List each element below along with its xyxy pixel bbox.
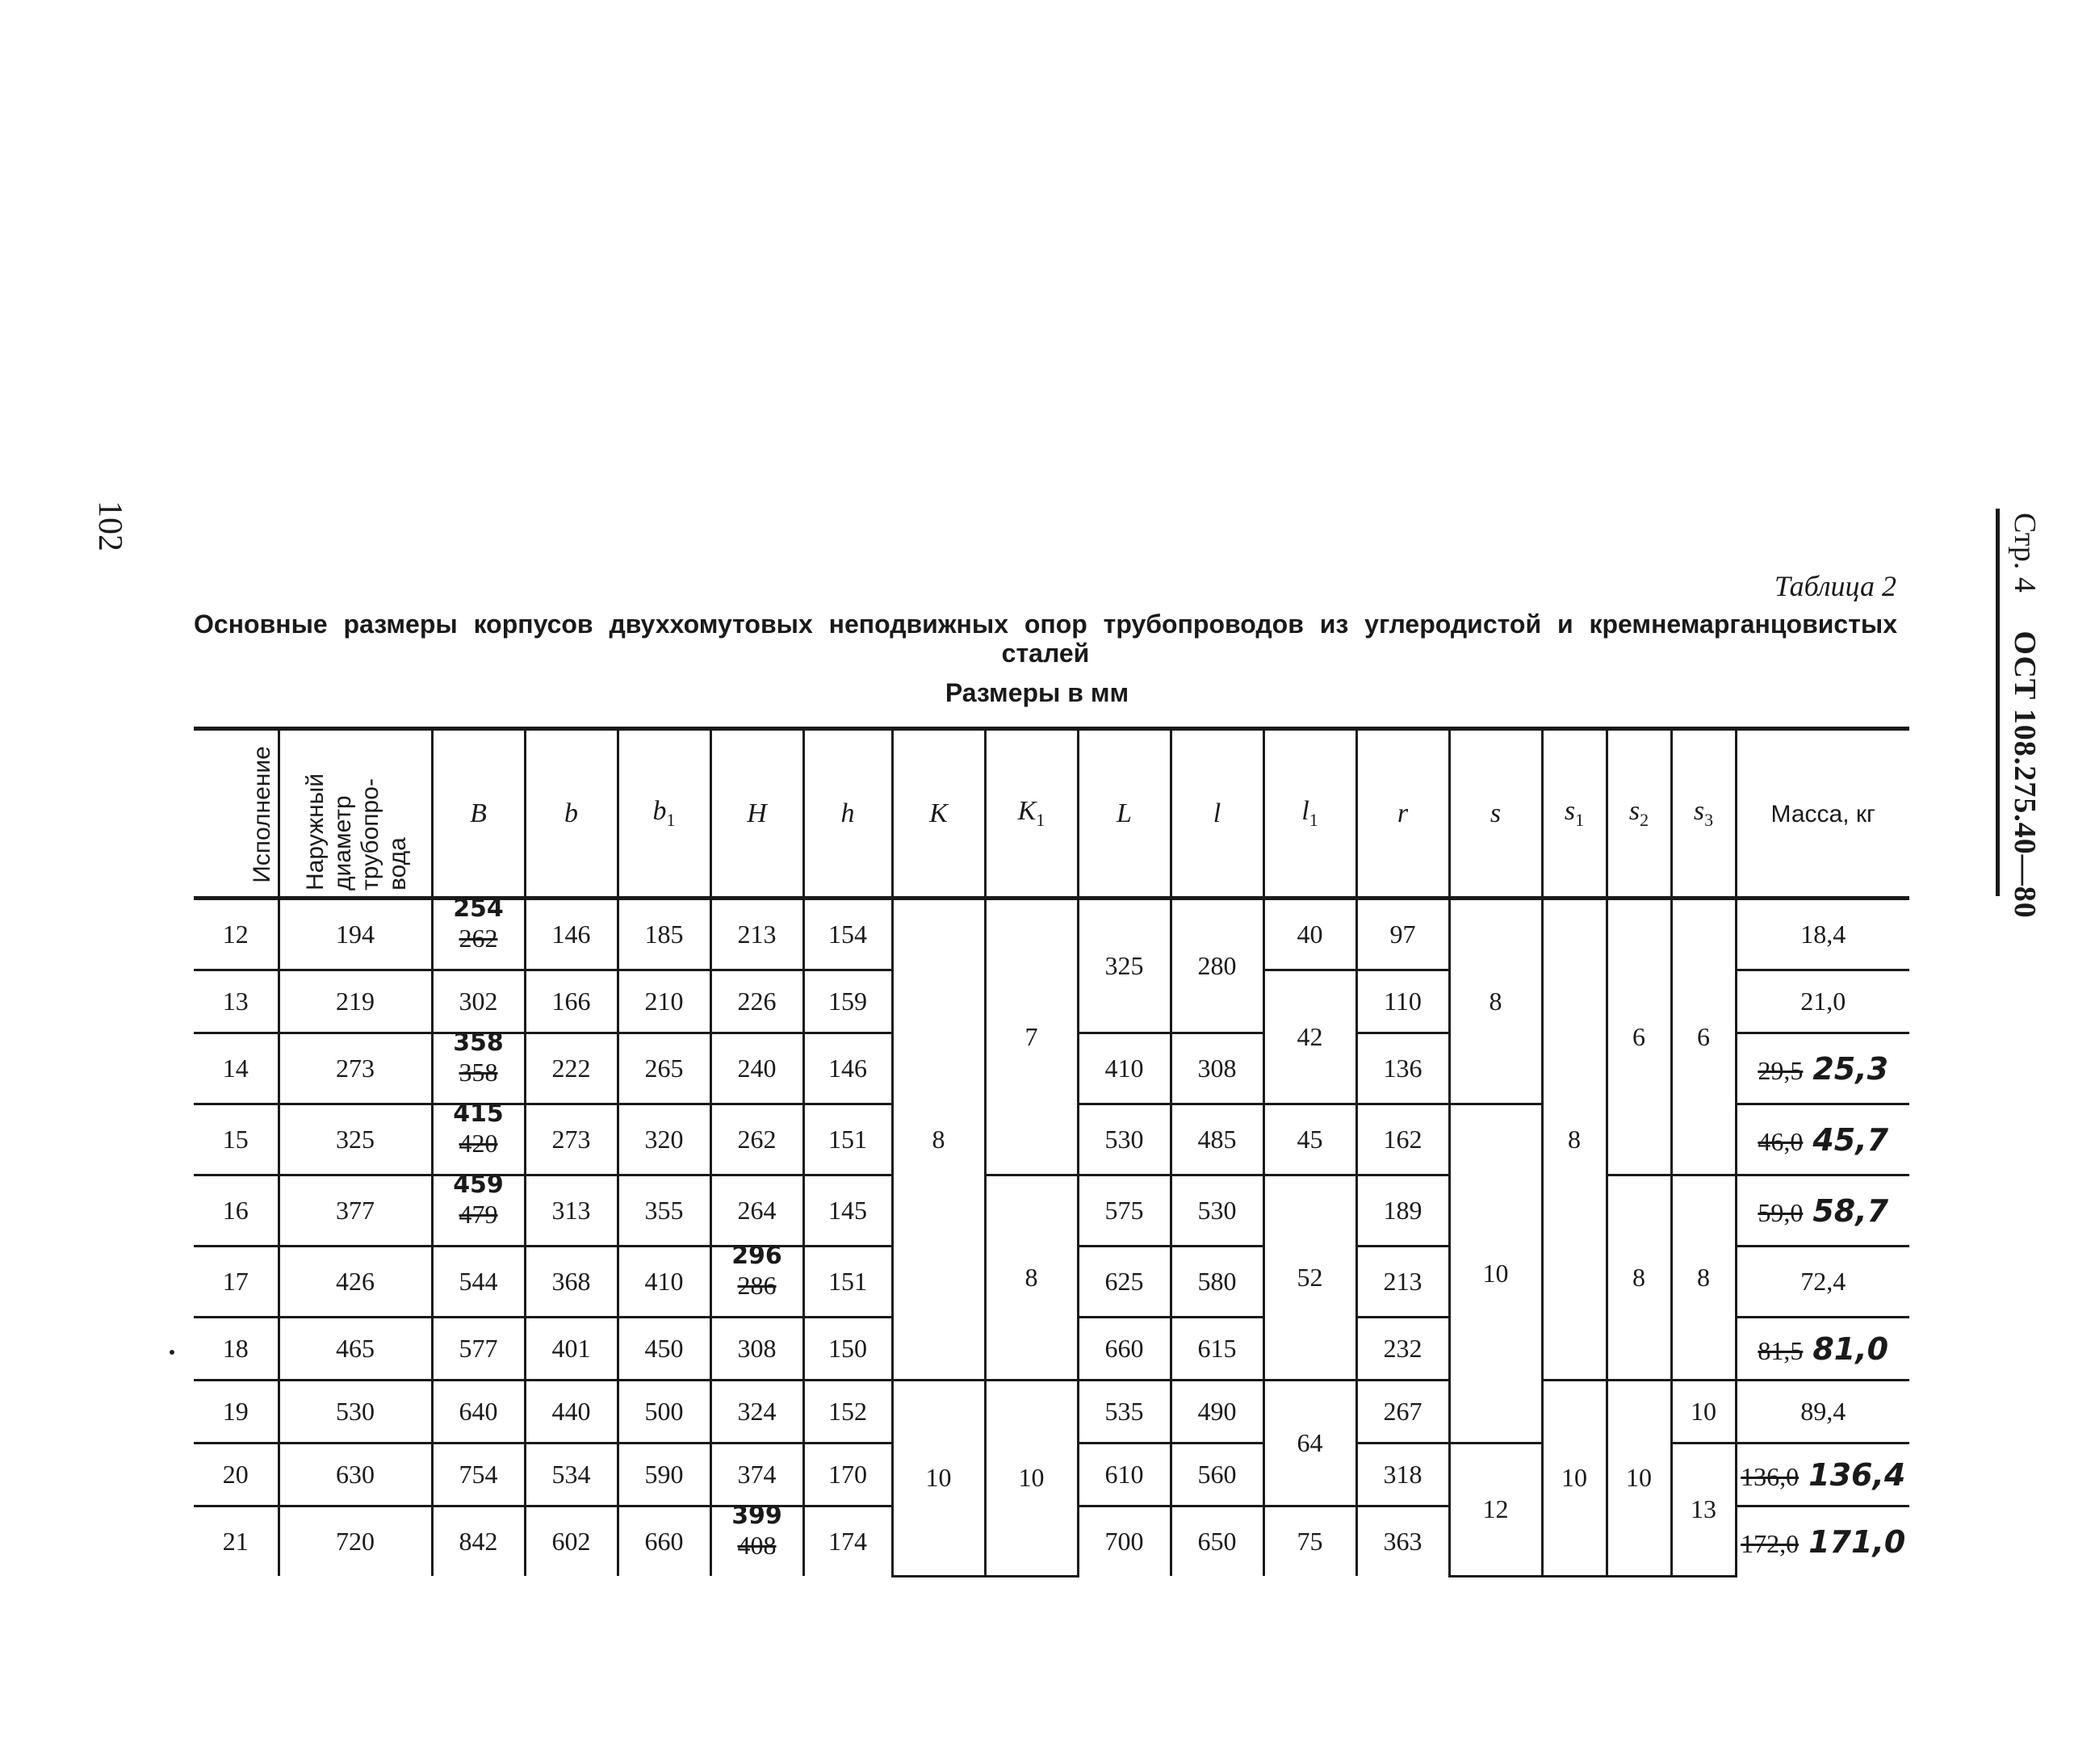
cell-b: 602 [525, 1506, 618, 1577]
cell-r: 162 [1356, 1104, 1449, 1175]
cell-r: 189 [1356, 1175, 1449, 1247]
cell-s-merged: 10 [1449, 1104, 1542, 1443]
cell-s1-merged: 10 [1542, 1381, 1607, 1577]
cell-B: 577 [432, 1318, 525, 1381]
cell-L: 410 [1078, 1033, 1171, 1104]
cell-s2-merged: 10 [1607, 1381, 1671, 1577]
header-execution [194, 729, 279, 899]
cell-H: 213 [710, 899, 803, 970]
header-b1-label: $b_1$ [652, 796, 676, 830]
header-H [710, 729, 803, 899]
cell-b1: 320 [618, 1104, 710, 1175]
header-L [1078, 729, 1171, 899]
cell-h: 174 [803, 1506, 892, 1577]
cell-H: 226 [710, 970, 803, 1033]
header-s-label: s [1490, 798, 1502, 828]
cell-diameter: 630 [279, 1443, 432, 1506]
cell-mass: 89,4 [1736, 1381, 1909, 1443]
cell-l1-merged: 64 [1263, 1381, 1356, 1506]
struck-mass: 46,0 [1758, 1126, 1804, 1156]
cell-r: 213 [1356, 1247, 1449, 1318]
header-diameter-label [302, 737, 412, 890]
cell-diameter: 194 [279, 899, 432, 970]
header-s2-label: $s_2$ [1628, 796, 1649, 830]
table-row [194, 1381, 1909, 1443]
handwritten-mass: 136,4 [1808, 1456, 1906, 1493]
cell-B [432, 1033, 525, 1104]
cell-b1: 185 [618, 899, 710, 970]
cell-b: 368 [525, 1247, 618, 1318]
cell-diameter: 325 [279, 1104, 432, 1175]
cell-diameter: 426 [279, 1247, 432, 1318]
header-mass [1736, 729, 1909, 899]
correction-B: 254 [453, 898, 504, 923]
cell-l-merged: 280 [1171, 899, 1263, 1033]
correction-H: 399 [731, 1506, 782, 1530]
header-b [525, 729, 618, 899]
header-h [803, 729, 892, 899]
handwritten-mass: 81,0 [1812, 1330, 1889, 1367]
cell-L-merged: 325 [1078, 899, 1171, 1033]
cell-l1-merged: 42 [1263, 970, 1356, 1104]
cell-diameter: 377 [279, 1175, 432, 1247]
cell-execution: 16 [194, 1175, 279, 1247]
caption-line-2: сталей [1001, 639, 1090, 668]
correction-B: 415 [453, 1104, 504, 1128]
cell-l: 560 [1171, 1443, 1263, 1506]
cell-B [432, 1175, 525, 1247]
header-l-label: l [1213, 798, 1221, 828]
handwritten-mass: 171,0 [1808, 1523, 1906, 1560]
cell-H [710, 1247, 803, 1318]
cell-execution: 14 [194, 1033, 279, 1104]
struck-B: 262 [459, 924, 498, 953]
side-page-label: Стр. 4 [2008, 513, 2042, 593]
cell-s3-merged: 6 [1671, 899, 1736, 1175]
header-l1 [1263, 729, 1356, 899]
cell-K-merged: 10 [892, 1381, 985, 1577]
cell-l: 485 [1171, 1104, 1263, 1175]
struck-B: 479 [459, 1200, 498, 1229]
cell-execution: 13 [194, 970, 279, 1033]
cell-h: 146 [803, 1033, 892, 1104]
cell-r: 97 [1356, 899, 1449, 970]
header-K-label: K [929, 798, 948, 828]
struck-mass: 59,0 [1758, 1197, 1804, 1227]
cell-b: 534 [525, 1443, 618, 1506]
cell-b1: 355 [618, 1175, 710, 1247]
cell-L: 625 [1078, 1247, 1171, 1318]
cell-l: 580 [1171, 1247, 1263, 1318]
cell-b: 440 [525, 1381, 618, 1443]
cell-s1-merged: 8 [1542, 899, 1607, 1381]
header-K1 [985, 729, 1078, 899]
cell-h: 152 [803, 1381, 892, 1443]
cell-l: 530 [1171, 1175, 1263, 1247]
header-b1 [618, 729, 710, 899]
header-diameter-line-4: вода [383, 836, 411, 890]
cell-r: 232 [1356, 1318, 1449, 1381]
struck-mass: 29,5 [1758, 1055, 1804, 1085]
cell-b1: 450 [618, 1318, 710, 1381]
cell-mass [1736, 1033, 1909, 1104]
cell-b1: 500 [618, 1381, 710, 1443]
cell-b: 166 [525, 970, 618, 1033]
cell-execution: 15 [194, 1104, 279, 1175]
correction-B: 358 [453, 1033, 504, 1057]
header-s1 [1542, 729, 1607, 899]
cell-b: 146 [525, 899, 618, 970]
dimensions-table [194, 727, 1909, 1578]
cell-H: 262 [710, 1104, 803, 1175]
header-diameter-line-1: Наружный [301, 773, 329, 890]
speck-mark [170, 1350, 174, 1355]
correction-B: 459 [453, 1175, 504, 1199]
cell-B: 544 [432, 1247, 525, 1318]
cell-s2-merged: 8 [1607, 1175, 1671, 1381]
header-s [1449, 729, 1542, 899]
cell-mass: 21,0 [1736, 970, 1909, 1033]
cell-execution: 17 [194, 1247, 279, 1318]
cell-mass: 72,4 [1736, 1247, 1909, 1318]
cell-diameter: 530 [279, 1381, 432, 1443]
cell-s-merged: 12 [1449, 1443, 1542, 1577]
header-B-label: B [470, 798, 487, 828]
header-s3-label: $s_3$ [1693, 796, 1714, 830]
header-r-label: r [1397, 798, 1409, 828]
header-execution-label: Исполнение [248, 746, 275, 883]
cell-l: 615 [1171, 1318, 1263, 1381]
side-header-text [2007, 513, 2043, 919]
cell-L: 700 [1078, 1506, 1171, 1577]
header-r [1356, 729, 1449, 899]
cell-h: 151 [803, 1247, 892, 1318]
header-l1-label: $l_1$ [1301, 796, 1318, 830]
cell-r: 110 [1356, 970, 1449, 1033]
cell-l1: 40 [1263, 899, 1356, 970]
cell-diameter: 273 [279, 1033, 432, 1104]
cell-B [432, 899, 525, 970]
cell-s3-merged: 13 [1671, 1443, 1736, 1577]
header-L-label: L [1117, 798, 1132, 828]
handwritten-mass: 25,3 [1812, 1050, 1889, 1087]
cell-l: 308 [1171, 1033, 1263, 1104]
cell-l1-merged: 52 [1263, 1175, 1356, 1381]
header-mass-label: Масса, кг [1770, 801, 1875, 828]
cell-b1: 210 [618, 970, 710, 1033]
cell-b: 401 [525, 1318, 618, 1381]
cell-l1: 45 [1263, 1104, 1356, 1175]
cell-h: 151 [803, 1104, 892, 1175]
cell-b1: 410 [618, 1247, 710, 1318]
header-diameter-line-2: диаметр [329, 794, 356, 890]
cell-h: 154 [803, 899, 892, 970]
cell-l: 650 [1171, 1506, 1263, 1577]
header-diameter [279, 729, 432, 899]
cell-diameter: 219 [279, 970, 432, 1033]
cell-s3: 10 [1671, 1381, 1736, 1443]
cell-s3-merged: 8 [1671, 1175, 1736, 1381]
header-l [1171, 729, 1263, 899]
cell-l: 490 [1171, 1381, 1263, 1443]
page-number: 102 [91, 501, 128, 551]
header-diameter-line-3: трубопро- [356, 777, 383, 890]
struck-mass: 172,0 [1741, 1528, 1800, 1558]
cell-b1: 660 [618, 1506, 710, 1577]
handwritten-mass: 58,7 [1812, 1192, 1889, 1229]
struck-H: 408 [737, 1531, 777, 1560]
cell-mass [1736, 1175, 1909, 1247]
table-row [194, 1175, 1909, 1247]
cell-B: 754 [432, 1443, 525, 1506]
struck-B: 420 [459, 1129, 498, 1158]
cell-execution: 20 [194, 1443, 279, 1506]
cell-b: 222 [525, 1033, 618, 1104]
cell-B [432, 1104, 525, 1175]
cell-execution: 12 [194, 899, 279, 970]
cell-b1: 590 [618, 1443, 710, 1506]
cell-b: 313 [525, 1175, 618, 1247]
cell-l1: 75 [1263, 1506, 1356, 1577]
table-label: Таблица 2 [1774, 570, 1896, 602]
cell-h: 159 [803, 970, 892, 1033]
cell-H: 264 [710, 1175, 803, 1247]
cell-L: 660 [1078, 1318, 1171, 1381]
cell-H: 374 [710, 1443, 803, 1506]
cell-K1-merged: 7 [985, 899, 1078, 1175]
handwritten-mass: 45,7 [1812, 1121, 1889, 1158]
units-note: Размеры в мм [945, 678, 1129, 707]
caption-line-1: Основные размеры корпусов двуххомутовых неподвижных опор трубопроводов из углеродистой и кремнемарганцовистых [194, 610, 1897, 639]
table-row [194, 899, 1909, 970]
header-s2 [1607, 729, 1671, 899]
cell-mass [1736, 1443, 1909, 1506]
cell-diameter: 465 [279, 1318, 432, 1381]
cell-B: 302 [432, 970, 525, 1033]
table-caption [194, 610, 1897, 668]
cell-B: 842 [432, 1506, 525, 1577]
cell-L: 535 [1078, 1381, 1171, 1443]
cell-s-merged: 8 [1449, 899, 1542, 1104]
cell-K1-merged: 10 [985, 1381, 1078, 1577]
cell-execution: 21 [194, 1506, 279, 1577]
struck-B: 358 [459, 1058, 498, 1087]
header-row [194, 729, 1909, 899]
cell-B: 640 [432, 1381, 525, 1443]
header-s1-label: $s_1$ [1564, 796, 1585, 830]
cell-r: 363 [1356, 1506, 1449, 1577]
cell-L: 575 [1078, 1175, 1171, 1247]
header-K [892, 729, 985, 899]
cell-diameter: 720 [279, 1506, 432, 1577]
header-s3 [1671, 729, 1736, 899]
cell-s2-merged: 6 [1607, 899, 1671, 1175]
cell-execution: 19 [194, 1381, 279, 1443]
cell-H: 324 [710, 1381, 803, 1443]
header-h-label: h [840, 798, 855, 828]
cell-b1: 265 [618, 1033, 710, 1104]
cell-h: 150 [803, 1318, 892, 1381]
cell-H: 308 [710, 1318, 803, 1381]
header-K1-label: $K_1$ [1017, 796, 1045, 830]
cell-h: 170 [803, 1443, 892, 1506]
header-B [432, 729, 525, 899]
cell-r: 267 [1356, 1381, 1449, 1443]
cell-K1-merged: 8 [985, 1175, 1078, 1381]
cell-L: 610 [1078, 1443, 1171, 1506]
struck-H: 286 [737, 1271, 777, 1300]
cell-mass [1736, 1318, 1909, 1381]
cell-H [710, 1506, 803, 1577]
struck-mass: 136,0 [1741, 1461, 1800, 1491]
cell-L: 530 [1078, 1104, 1171, 1175]
header-b-label: b [564, 798, 578, 828]
side-standard-code: ОСТ 108.275.40—80 [2008, 631, 2042, 919]
cell-b: 273 [525, 1104, 618, 1175]
struck-mass: 81,5 [1758, 1335, 1804, 1365]
cell-r: 136 [1356, 1033, 1449, 1104]
header-H-label: H [747, 798, 767, 828]
cell-K-merged: 8 [892, 899, 985, 1381]
cell-mass: 18,4 [1736, 899, 1909, 970]
cell-mass [1736, 1506, 1909, 1577]
cell-execution: 18 [194, 1318, 279, 1381]
cell-r: 318 [1356, 1443, 1449, 1506]
cell-mass [1736, 1104, 1909, 1175]
cell-h: 145 [803, 1175, 892, 1247]
cell-H: 240 [710, 1033, 803, 1104]
correction-H: 296 [731, 1246, 782, 1270]
